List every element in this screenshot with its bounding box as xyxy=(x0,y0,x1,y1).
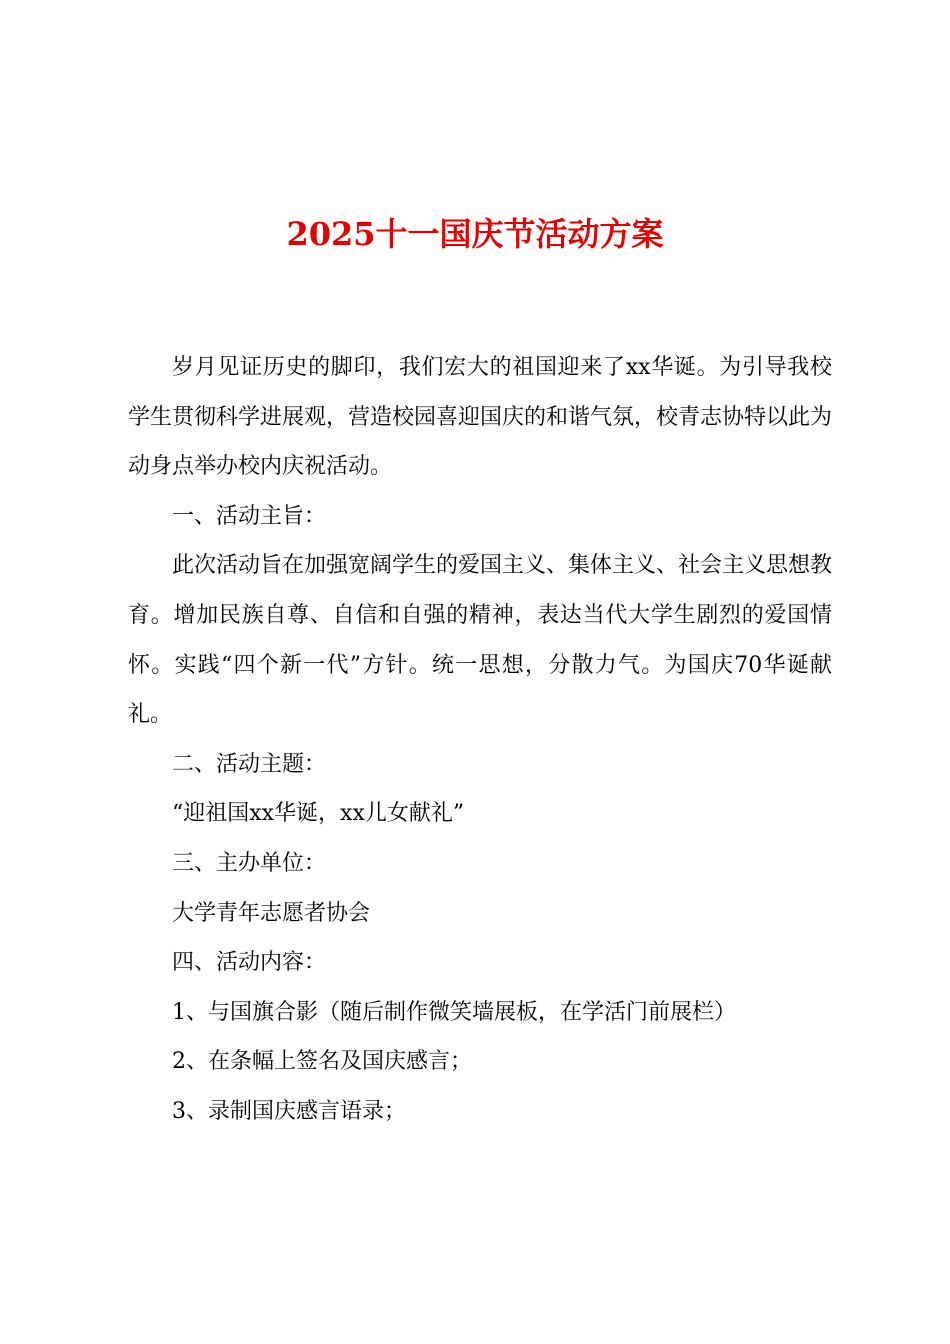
content-item-3: 3、录制国庆感言语录； xyxy=(172,1098,406,1124)
section-heading-organizer: 三、主办单位： xyxy=(172,850,327,876)
organizer-paragraph: 大学青年志愿者协会 xyxy=(172,900,371,926)
purpose-paragraph: 此次活动旨在加强宽阔学生的爱国主义、集体主义、社会主义思想教育。增加民族自尊、自信和自强的精神，表达当代大学生剧烈的爱国情怀。实践“四个新一代”方针。统一思想，分散力气。为国庆70华诞献礼。 xyxy=(128,553,833,728)
section-heading-theme: 二、活动主题： xyxy=(172,751,327,777)
document-body xyxy=(128,343,832,1137)
intro-paragraph: 岁月见证历史的脚印，我们宏大的祖国迎来了xx华诞。为引导我校学生贯彻科学进展观，营造校园喜迎国庆的和谐气氛，校青志协特以此为动身点举办校内庆祝活动。 xyxy=(128,355,833,480)
content-item-1: 1、与国旗合影（随后制作微笑墙展板，在学活门前展栏） xyxy=(172,999,736,1025)
section-heading-content: 四、活动内容： xyxy=(172,950,327,976)
theme-paragraph: “迎祖国xx华诞，xx儿女献礼” xyxy=(172,801,465,827)
section-heading-purpose: 一、活动主旨： xyxy=(172,503,327,529)
content-item-2: 2、在条幅上签名及国庆感言； xyxy=(172,1049,472,1075)
document-title: 2025十一国庆节活动方案 xyxy=(286,215,664,253)
